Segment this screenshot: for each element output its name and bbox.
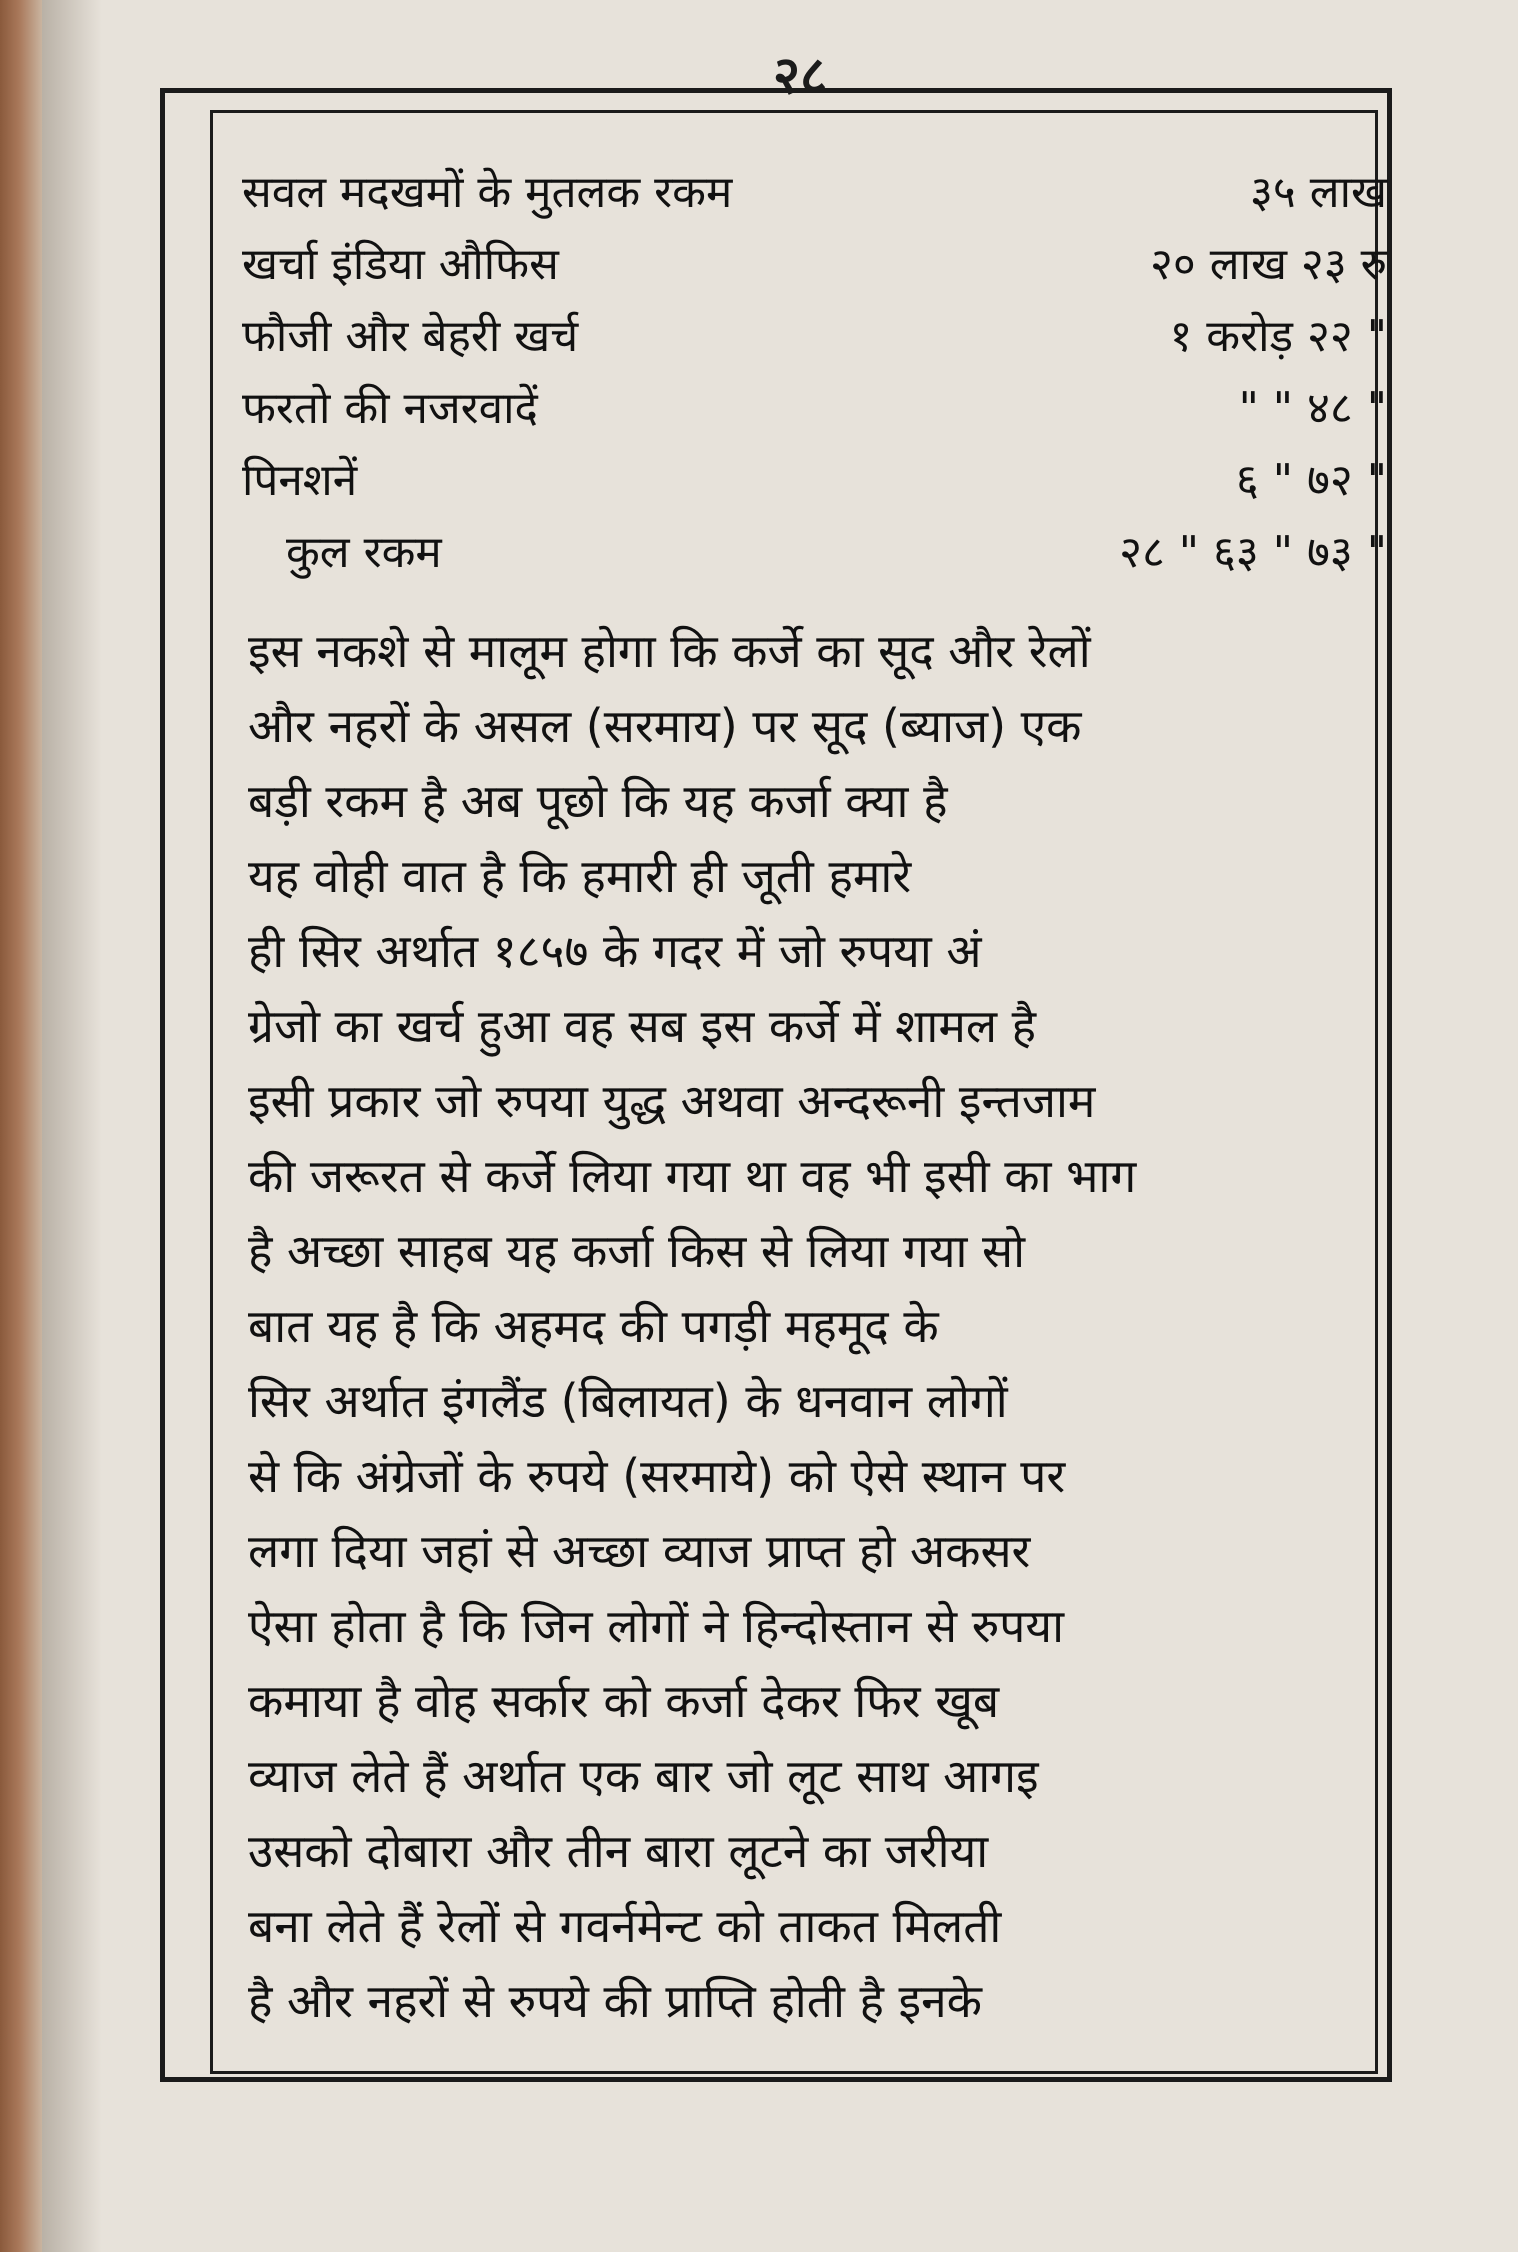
expense-ledger: [242, 152, 1387, 584]
ledger-row: [242, 368, 1387, 440]
ledger-row: [242, 296, 1387, 368]
text-line: बात यह है कि अहमद की पगड़ी महमूद के: [248, 1299, 939, 1353]
ledger-total-amount: २८ " ६३ " ७३ ": [1119, 527, 1387, 578]
text-line: ऐसा होता है कि जिन लोगों ने हिन्दोस्तान से रुपया: [248, 1599, 1064, 1653]
text-line: बना लेते हैं रेलों से गवर्नमेन्ट को ताकत मिलती: [248, 1899, 1002, 1953]
text-line: इसी प्रकार जो रुपया युद्ध अथवा अन्दरूनी इन्तजाम: [248, 1074, 1096, 1128]
text-line: है और नहरों से रुपये की प्राप्ति होती है इनके: [248, 1974, 982, 2028]
ledger-amount: १ करोड़ २२ ": [1169, 311, 1387, 362]
book-spine: [0, 0, 42, 2252]
ledger-label: फरतो की नजरवादें: [242, 383, 538, 434]
text-line: ही सिर अर्थात १८५७ के गदर में जो रुपया अं: [248, 924, 982, 978]
text-line: से कि अंग्रेजों के रुपये (सरमाये) को ऐसे स्थान पर: [248, 1449, 1066, 1503]
ledger-label: सवल मदखमों के मुतलक रकम: [242, 167, 733, 218]
text-line: है अच्छा साहब यह कर्जा किस से लिया गया सो: [248, 1224, 1026, 1278]
ledger-label: फौजी और बेहरी खर्च: [242, 311, 579, 362]
ledger-label: पिनशनें: [242, 455, 358, 506]
ledger-amount: " " ४८ ": [1238, 383, 1387, 434]
ledger-total-label: कुल रकम: [286, 527, 442, 578]
ledger-row: [242, 440, 1387, 512]
text-line: बड़ी रकम है अब पूछो कि यह कर्जा क्या है: [248, 774, 948, 828]
text-line: लगा दिया जहां से अच्छा व्याज प्राप्त हो अकसर: [248, 1524, 1031, 1578]
ledger-amount: २० लाख २३ रु: [1149, 239, 1387, 290]
ledger-amount: ६ " ७२ ": [1235, 455, 1387, 506]
page-gutter-shadow: [42, 0, 102, 2252]
text-line: और नहरों के असल (सरमाय) पर सूद (ब्याज) एक: [248, 699, 1082, 753]
text-line: ग्रेजो का खर्च हुआ वह सब इस कर्जे में शामल है: [248, 999, 1037, 1053]
text-line: सिर अर्थात इंगलैंड (बिलायत) के धनवान लोगों: [248, 1374, 1008, 1428]
ledger-row: [242, 152, 1387, 224]
ledger-label: खर्चा इंडिया औफिस: [242, 239, 559, 290]
text-line: उसको दोबारा और तीन बारा लूटने का जरीया: [248, 1824, 989, 1878]
page-number: २८: [772, 46, 828, 106]
ledger-row: [242, 224, 1387, 296]
ledger-total-row: [242, 512, 1387, 584]
text-line: व्याज लेते हैं अर्थात एक बार जो लूट साथ आगइ: [248, 1749, 1039, 1803]
text-line: कमाया है वोह सर्कार को कर्जा देकर फिर खूब: [248, 1674, 1000, 1728]
text-line: इस नकशे से मालूम होगा कि कर्जे का सूद और रेलों: [248, 624, 1091, 678]
ledger-amount: ३५ लाख: [1250, 167, 1387, 218]
text-line: यह वोही वात है कि हमारी ही जूती हमारे: [248, 849, 912, 903]
body-paragraph: [248, 614, 1378, 2039]
text-line: की जरूरत से कर्जे लिया गया था वह भी इसी का भाग: [248, 1149, 1137, 1203]
